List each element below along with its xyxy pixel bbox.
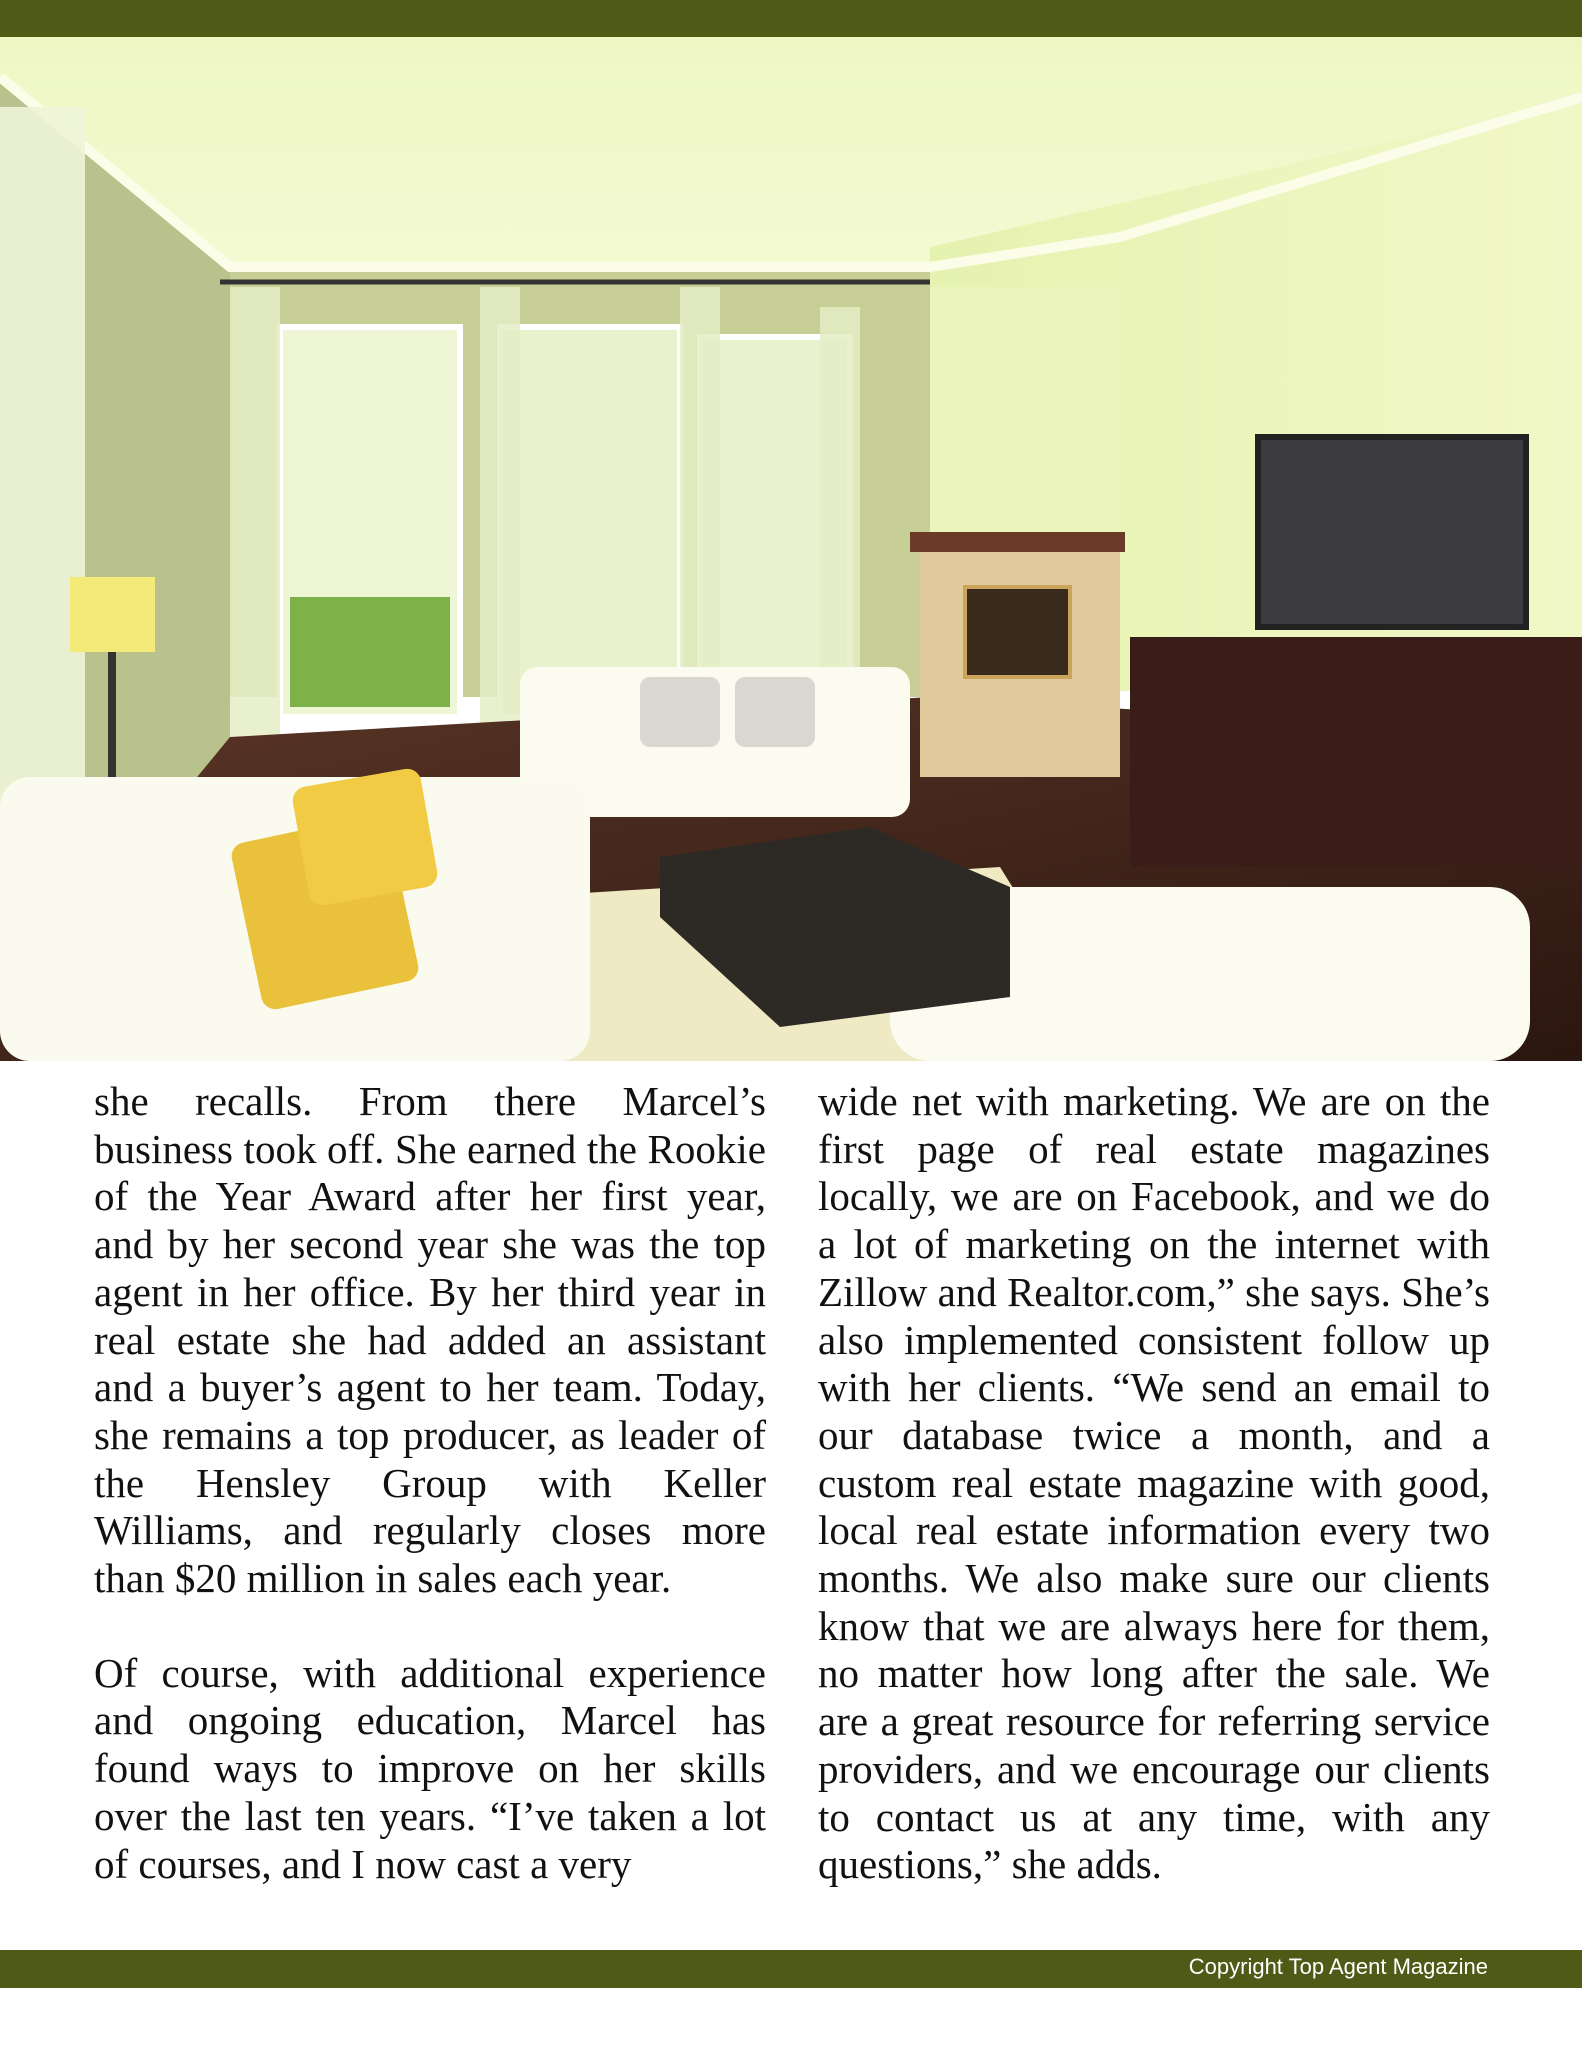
article-paragraph: she recalls. From there Marcel’s business took off. She earned the Rookie of the Year Award after her first year, and by her second year she was the top agent in her office. By her third year in real estate she had added an assistant and a buyer’s agent to her team. Today, she remains a top producer, as leader of the Hensley Group with Keller Williams, and regularly closes more than $20 million in sales each year. (94, 1078, 766, 1602)
footer-bar (0, 1950, 1582, 1988)
top-bar (0, 0, 1582, 37)
article-paragraph: Of course, with additional experience and ongoing education, Marcel has found ways to improve on her skills over the last ten years. “I’ve taken a lot of courses, and I now cast a very (94, 1649, 766, 1887)
copyright-text: Copyright Top Agent Magazine (1188, 1954, 1488, 1979)
living-room-photo (0, 37, 1582, 1061)
article-column-left (94, 1078, 766, 1888)
article-paragraph: wide net with marketing. We are on the first page of real estate magazines locally, we are on Facebook, and we do a lot of marketing on the internet with Zillow and Realtor.com,” she says. She’s also implemented consistent follow up with her clients. “We send an email to our database twice a month, and a custom real estate magazine with good, local real estate information every two months. We also make sure our clients know that we are always here for them, no matter how long after the sale. We are a great resource for referring service providers, and we encourage our clients to contact us at any time, with any questions,” she adds. (818, 1078, 1490, 1888)
article-column-right (818, 1078, 1490, 1889)
